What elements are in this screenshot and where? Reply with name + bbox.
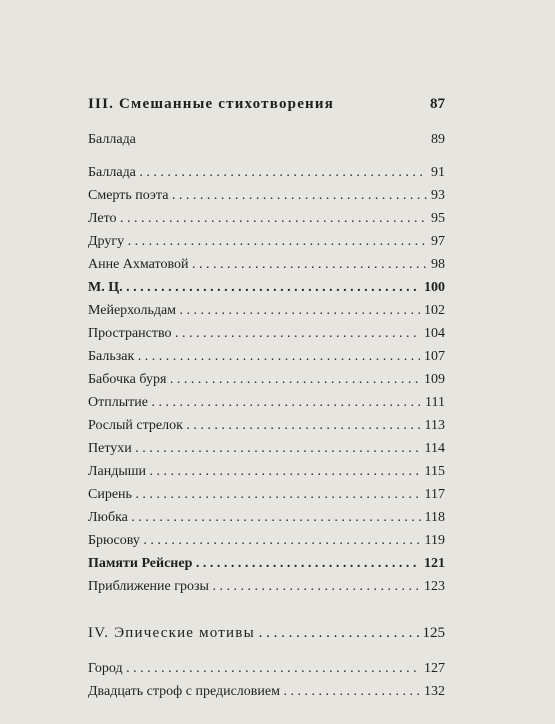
toc-entry-page: 97 <box>427 230 445 253</box>
toc-entry-title: М. Ц. . . . <box>88 276 445 299</box>
toc-entry-page: 119 <box>421 529 445 552</box>
toc-entry-title: Баллада <box>88 128 445 151</box>
toc-entry <box>88 552 445 575</box>
toc-entry <box>88 483 445 506</box>
toc-section-page: 87 <box>426 92 445 116</box>
toc-entry-title: Смерть поэта . . . <box>88 184 445 207</box>
toc-entry-title: Мейерхольдам . . . <box>88 299 445 322</box>
toc-entry-page: 91 <box>427 161 445 184</box>
toc-entry-page: 104 <box>420 322 445 345</box>
toc-entry-title: Бальзак . . . <box>88 345 445 368</box>
toc-entry <box>88 680 445 703</box>
toc-section-4 <box>88 621 445 645</box>
toc-entry-page: 107 <box>420 345 445 368</box>
toc-entry <box>88 128 445 151</box>
toc-entry-page: 123 <box>420 575 445 598</box>
toc-entry <box>88 345 445 368</box>
toc-entry-title: Ландыши . . . <box>88 460 445 483</box>
toc-entry-title: Рослый стрелок . . . <box>88 414 445 437</box>
toc-entry <box>88 437 445 460</box>
toc-entry-page: 100 <box>420 276 445 299</box>
toc-entry <box>88 322 445 345</box>
toc-entry-page: 95 <box>427 207 445 230</box>
toc-section-title: III. Смешанные стихотворения <box>88 92 445 116</box>
toc-entry <box>88 253 445 276</box>
toc-entry-title: Анне Ахматовой . . . <box>88 253 445 276</box>
toc-entry-title: Другу . . . <box>88 230 445 253</box>
toc-entry-title: Отплытие . . . <box>88 391 445 414</box>
toc-entry-title: Лето . . . <box>88 207 445 230</box>
toc-entry-title: Город . . . <box>88 657 445 680</box>
toc-entry <box>88 161 445 184</box>
toc-entry-title: Двадцать строф с предисловием . . . <box>88 680 445 703</box>
toc-entry-page: 132 <box>420 680 445 703</box>
toc-entry-page: 118 <box>421 506 445 529</box>
toc-section-title: IV. Эпические мотивы . . . <box>88 621 445 645</box>
toc-entry <box>88 414 445 437</box>
toc-entry <box>88 657 445 680</box>
toc-entry-page: 111 <box>421 391 445 414</box>
toc-section-3 <box>88 92 445 116</box>
toc-entry-title: Приближение грозы . . . <box>88 575 445 598</box>
toc-entry <box>88 207 445 230</box>
toc-entry-title: Бабочка буря . . . <box>88 368 445 391</box>
toc-entry-page: 109 <box>420 368 445 391</box>
toc-entry-title: Брюсову . . . <box>88 529 445 552</box>
toc-entry-page: 127 <box>420 657 445 680</box>
toc-entry-page: 89 <box>427 128 445 151</box>
toc-entry-page: 121 <box>420 552 445 575</box>
toc-entry <box>88 230 445 253</box>
toc-entry-title: Баллада . . . <box>88 161 445 184</box>
toc-entry-title: Памяти Рейснер . . . <box>88 552 445 575</box>
toc-section-page: 125 <box>419 621 446 645</box>
toc-entry-page: 117 <box>421 483 445 506</box>
toc-entry <box>88 506 445 529</box>
toc-entry-page: 115 <box>421 460 445 483</box>
toc-entry <box>88 391 445 414</box>
toc-entry-page: 113 <box>421 414 445 437</box>
toc-entry-page: 114 <box>421 437 445 460</box>
toc-entry-page: 102 <box>420 299 445 322</box>
toc-entry-page: 93 <box>427 184 445 207</box>
toc-entry-title: Петухи . . . <box>88 437 445 460</box>
toc-entry <box>88 575 445 598</box>
toc-entry <box>88 460 445 483</box>
toc-entry <box>88 299 445 322</box>
table-of-contents <box>88 92 445 703</box>
toc-entry <box>88 368 445 391</box>
toc-entry-page: 98 <box>427 253 445 276</box>
toc-entry <box>88 529 445 552</box>
toc-entry-title: Сирень . . . <box>88 483 445 506</box>
toc-entry-title: Пространство . . . <box>88 322 445 345</box>
toc-entry-title: Любка . . . <box>88 506 445 529</box>
toc-entry <box>88 184 445 207</box>
toc-entry <box>88 276 445 299</box>
